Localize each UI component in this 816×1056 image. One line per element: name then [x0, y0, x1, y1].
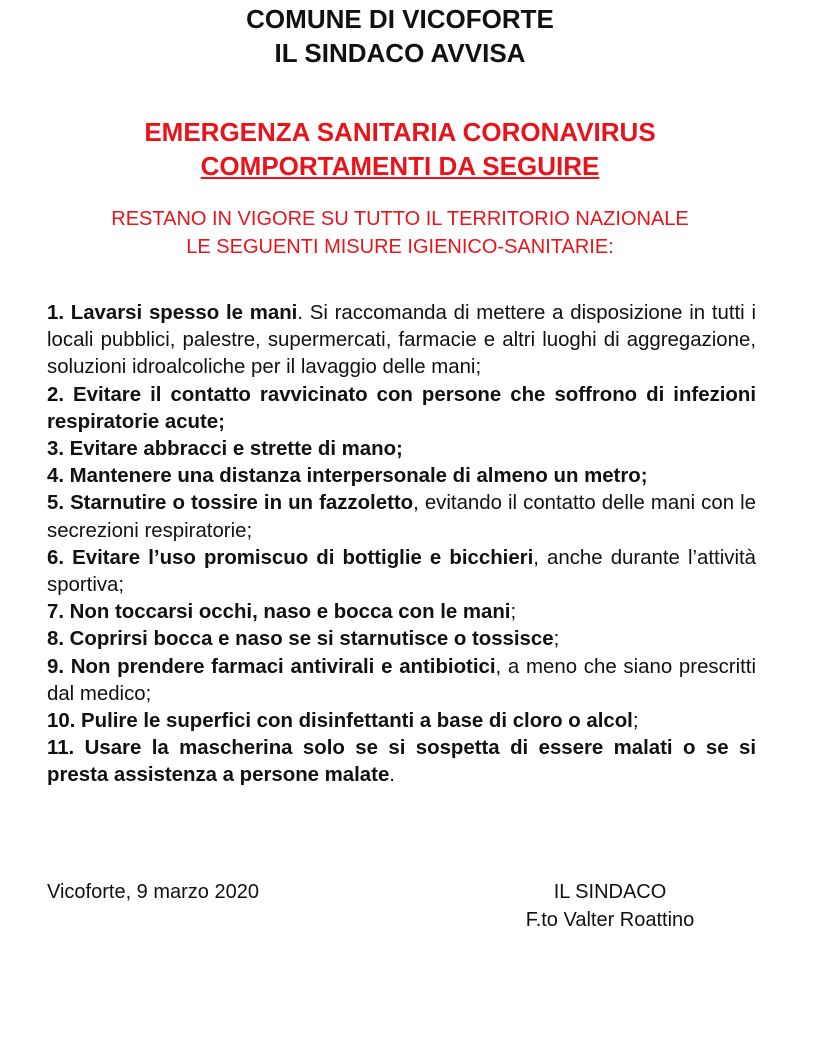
list-item-text: ; — [632, 710, 639, 733]
list-item — [47, 654, 756, 708]
list-item — [47, 436, 756, 463]
list-item — [47, 708, 756, 735]
list-item-text: . Si raccomanda di mettere a disposizione in tutti i locali pubblici, palestre, supermercati, farmacie e altri luoghi di aggregazione, soluzioni idroalcoliche per il lavaggio delle mani; — [47, 302, 756, 379]
subtitle-line-1: RESTANO IN VIGORE SU TUTTO IL TERRITORIO NAZIONALE — [111, 208, 689, 230]
list-item — [47, 626, 756, 653]
list-item-bold: 1. Lavarsi spesso le mani — [47, 302, 298, 324]
list-item — [47, 545, 756, 599]
signatory-name: F.to Valter Roattino — [525, 909, 695, 931]
list-item-text: , a meno che siano prescritti dal medico; — [47, 655, 756, 705]
subtitle-line-2: LE SEGUENTI MISURE IGIENICO-SANITARIE: — [186, 236, 614, 258]
list-item — [47, 735, 756, 789]
list-item-bold: 4. Mantenere una distanza interpersonale di almeno un metro; — [47, 465, 648, 488]
header-avvisa: IL SINDACO AVVISA — [274, 38, 526, 68]
list-item-bold: 2. Evitare il contatto ravvicinato con persone che soffrono di infezioni respiratorie acute; — [47, 383, 756, 433]
list-item-bold: 7. Non toccarsi occhi, naso e bocca con le mani — [47, 601, 511, 624]
list-item — [47, 490, 756, 544]
measures-list — [47, 300, 756, 790]
list-item-bold: 11. Usare la mascherina solo se si sospetta di essere malati o se si presta assistenza a persone malate — [47, 737, 756, 787]
list-item-text: , evitando il contatto delle mani con le secrezioni respiratorie; — [47, 492, 756, 542]
signatory-title: IL SINDACO — [553, 881, 667, 903]
list-item — [47, 599, 756, 626]
list-item-text: . — [389, 764, 395, 787]
place-date: Vicoforte, 9 marzo 2020 — [47, 881, 259, 903]
list-item-text: , anche durante l’attività sportiva; — [47, 546, 756, 597]
list-item — [47, 382, 756, 436]
list-item-bold: 6. Evitare l’uso promiscuo di bottiglie e bicchieri — [47, 546, 534, 569]
list-item-text: ; — [510, 601, 517, 624]
list-item-bold: 5. Starnutire o tossire in un fazzoletto — [47, 492, 414, 515]
list-item-bold: 9. Non prendere farmaci antivirali e antibiotici — [47, 655, 496, 678]
title-comportamenti — [0, 149, 800, 183]
list-item — [47, 463, 756, 490]
title-comportamenti-text: COMPORTAMENTI DA SEGUIRE — [200, 151, 600, 181]
list-item-bold: 8. Coprirsi bocca e naso se si starnutisce o tossisce — [47, 628, 554, 651]
list-item-bold: 3. Evitare abbracci e strette di mano; — [47, 438, 403, 461]
title-emergenza: EMERGENZA SANITARIA CORONAVIRUS — [144, 117, 656, 147]
list-item-text: ; — [553, 628, 560, 651]
list-item — [47, 300, 756, 382]
list-item-bold: 10. Pulire le superfici con disinfettanti a base di cloro o alcol — [47, 710, 633, 733]
header-comune: COMUNE DI VICOFORTE — [246, 4, 554, 34]
